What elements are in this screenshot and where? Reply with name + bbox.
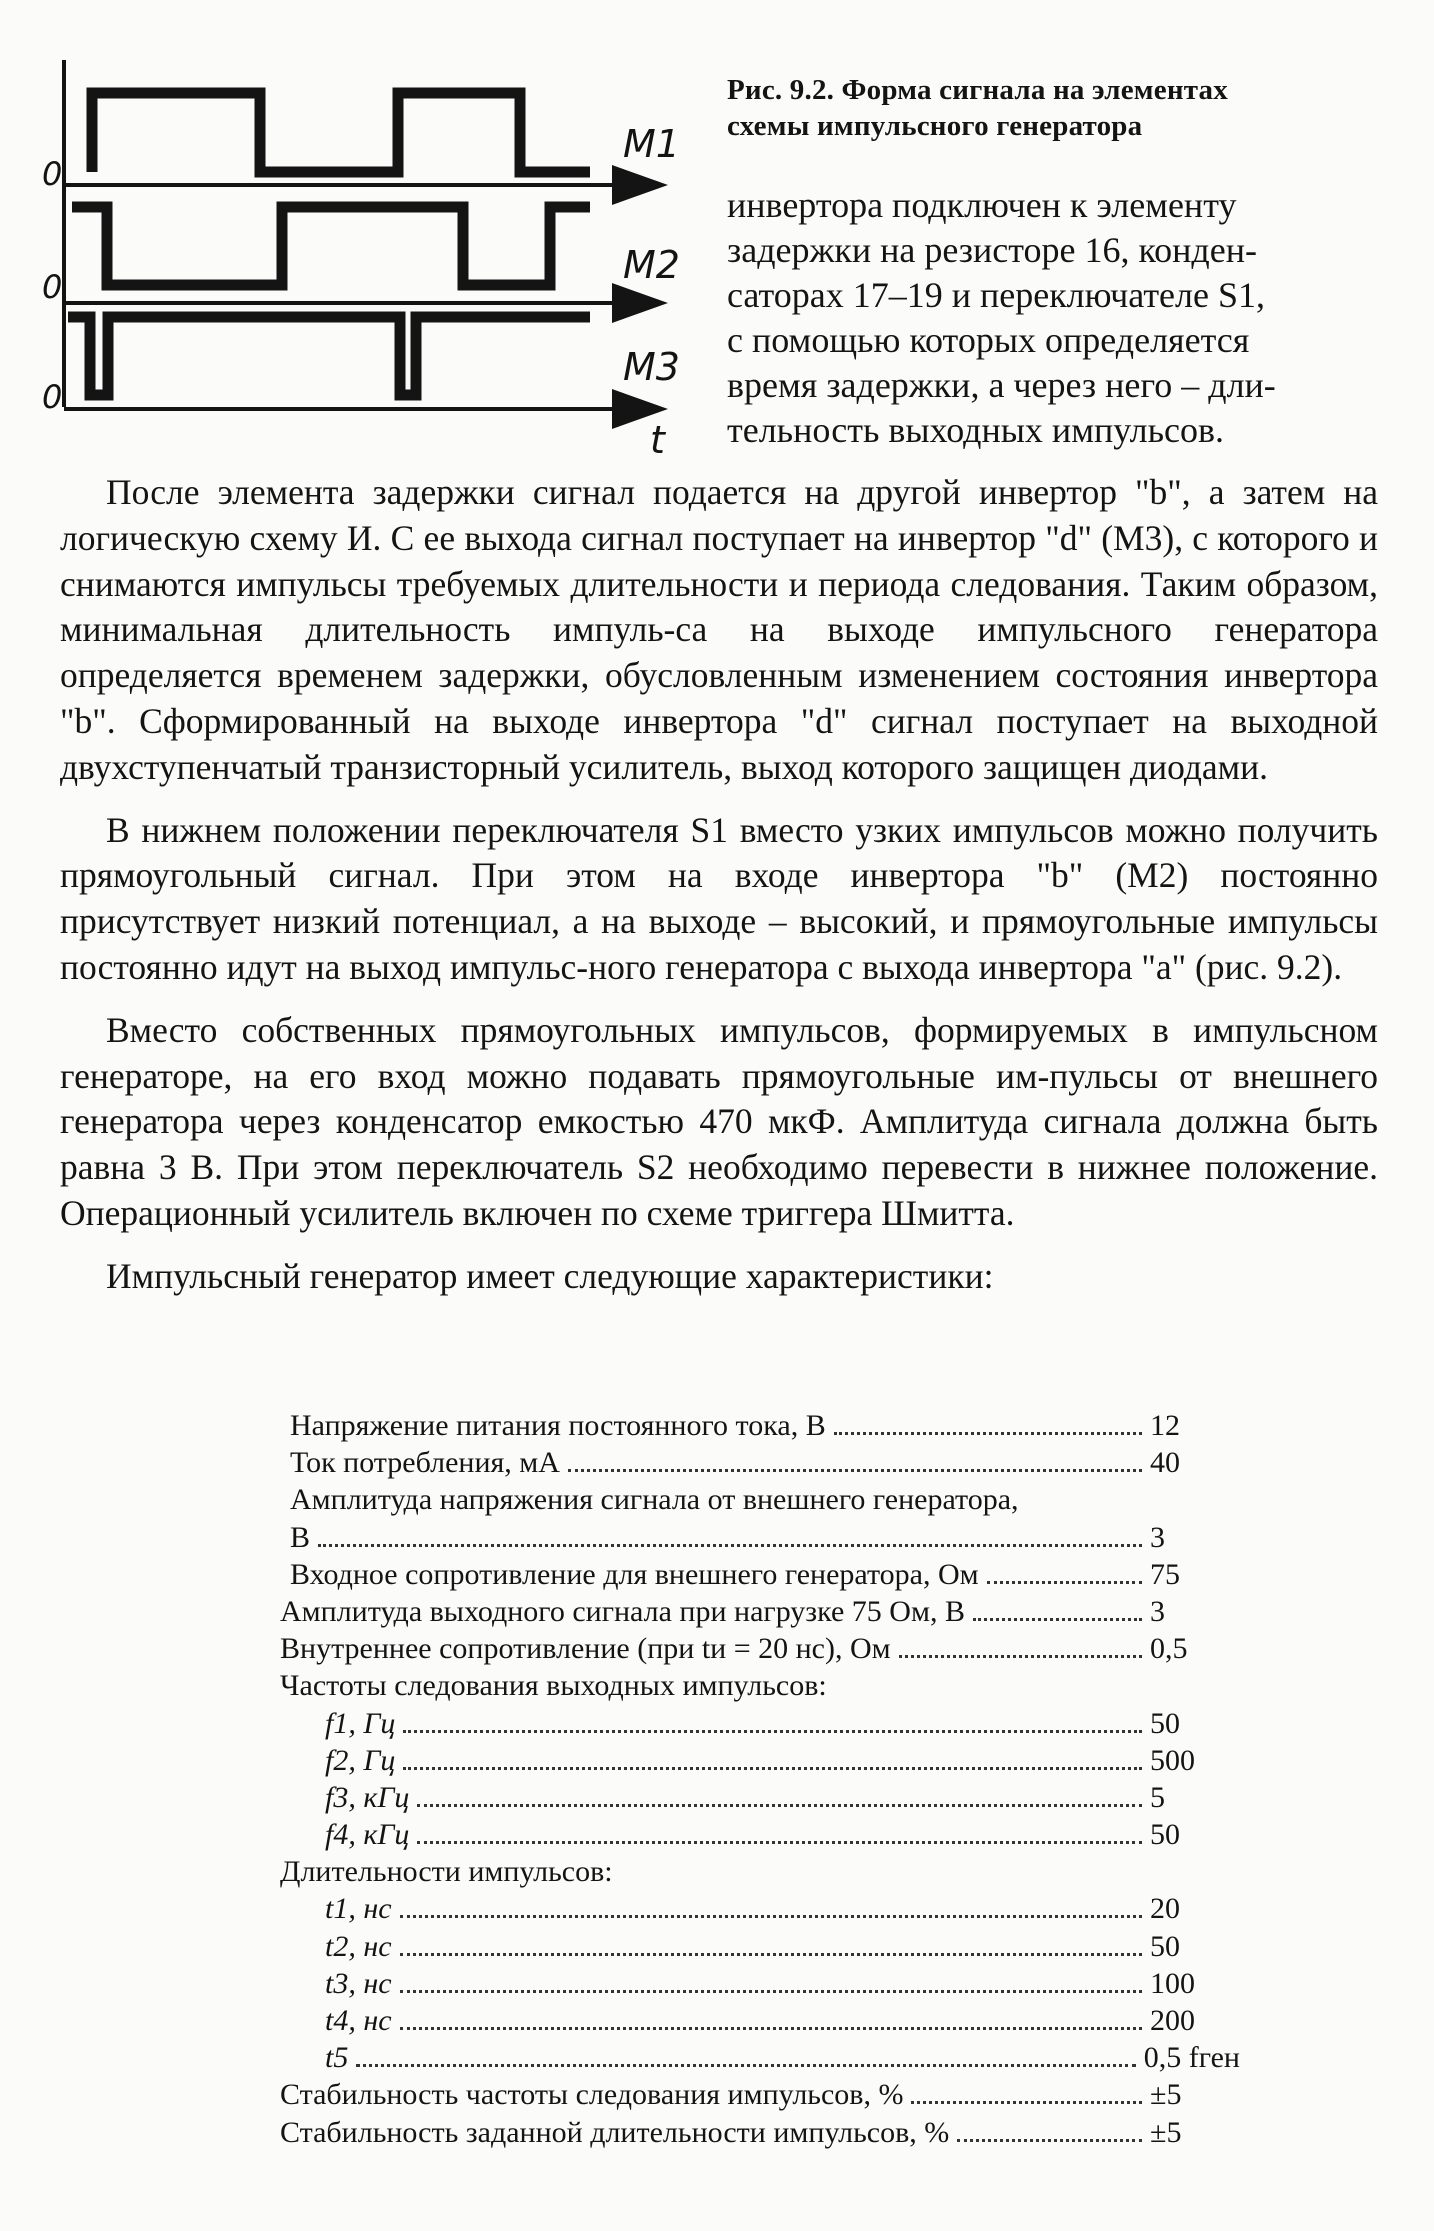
signal-label-m1: M1	[623, 122, 680, 166]
spec-row	[280, 1519, 1240, 1556]
spec-label: Амплитуда напряжения сигнала от внешнего генератора,	[290, 1483, 1019, 1517]
spec-row	[280, 2114, 1240, 2151]
spec-row	[280, 1556, 1240, 1593]
spec-row	[280, 1928, 1240, 1965]
spec-row	[280, 1407, 1240, 1444]
zero-label-m2: 0	[42, 268, 63, 306]
spec-label: Напряжение питания постоянного тока, В	[290, 1409, 826, 1442]
spec-value: 50	[1150, 1929, 1180, 1963]
spec-value: 5	[1150, 1780, 1165, 1814]
spec-row	[280, 2076, 1240, 2113]
spec-label: t5	[325, 2041, 349, 2075]
spec-row	[280, 2039, 1240, 2076]
waveform-m3	[68, 317, 590, 395]
spec-label: Внутреннее сопротивление (при tи = 20 нс), Ом	[280, 1632, 891, 1666]
spec-label: Частоты следования выходных импульсов:	[280, 1669, 827, 1703]
paragraph-delay-element: После элемента задержки сигнал подается на другой инвертор "b", а затем на логическую схему И. С ее выхода сигнал поступает на инвертор "d" (M3), с которого и снимаются импульсы требуемых длительности и периода следования. Таким образом, минимальная длительность импуль-са на выходе импульсного генератора определяется временем задержки, обусловленным изменением состояния инвертора "b". Сформированный на выходе инвертора "d" сигнал поступает на выходной двухступенчатый транзисторный усилитель, выход которого защищен диодами.	[60, 472, 1378, 787]
paragraph-switch-s1: В нижнем положении переключателя S1 вместо узких импульсов можно получить прямоугольный сигнал. При этом на входе инвертора "b" (M2) постоянно присутствует низкий потенциал, а на выходе – высокий, и прямоугольные импульсы постоянно идут на выход импульс-ного генератора с выхода инвертора "a" (рис. 9.2).	[60, 809, 1378, 987]
spec-value: 3	[1150, 1594, 1165, 1628]
text-line: с помощью которых определяется	[727, 320, 1250, 360]
spec-label: Амплитуда выходного сигнала при нагрузке 75 Ом, В	[280, 1594, 965, 1628]
zero-label-m1: 0	[42, 155, 63, 193]
spec-value: ±5	[1150, 2078, 1182, 2112]
waveform-figure	[42, 55, 690, 462]
spec-label: Ток потребления, мА	[290, 1446, 560, 1480]
text-line: время задержки, а через него – дли-	[727, 365, 1276, 405]
spec-row	[280, 1779, 1240, 1816]
text-line: саторах 17–19 и переключателе S1,	[727, 275, 1265, 315]
spec-label: t2, нс	[325, 1929, 392, 1963]
signal-label-m3: M3	[623, 345, 680, 389]
spec-value: 0,5	[1150, 1632, 1188, 1666]
caption-line: Рис. 9.2. Форма сигнала на элементах	[727, 74, 1228, 106]
waveform-m2	[72, 207, 590, 285]
spec-label: f4, кГц	[325, 1818, 410, 1852]
spec-value: 200	[1150, 2004, 1195, 2037]
text-line: тельность выходных импульсов.	[727, 410, 1225, 450]
signal-label-m2: M2	[623, 243, 680, 287]
spec-value: 3	[1150, 1520, 1165, 1554]
spec-row	[280, 1742, 1240, 1779]
paragraph-external-generator: Вместо собственных прямоугольных импульсов, формируемых в импульсном генераторе, на его вход можно подавать прямоугольные им-пульсы от внешнего генератора через конденсатор емкостью 470 мкФ. Амплитуда сигнала должна быть равна 3 В. При этом переключатель S2 необходимо перевести в нижнее положение. Операционный усилитель включен по схеме триггера Шмитта.	[60, 1009, 1378, 1233]
spec-label: В	[290, 1520, 311, 1554]
spec-value: 100	[1150, 1966, 1195, 2000]
side-paragraph	[727, 183, 1375, 453]
spec-list	[280, 1407, 1240, 2151]
body-text	[60, 470, 1378, 1317]
spec-value: 500	[1150, 1743, 1195, 1777]
spec-value: 50	[1150, 1818, 1180, 1852]
spec-label: Длительности импульсов:	[280, 1855, 613, 1889]
spec-row	[280, 1965, 1240, 2002]
time-axis-label: t	[650, 418, 665, 462]
spec-row	[280, 1816, 1240, 1853]
spec-value: 50	[1150, 1706, 1180, 1740]
spec-label: t3, нс	[325, 1966, 392, 2000]
spec-value: 40	[1150, 1446, 1180, 1480]
text-line: инвертора подключен к элементу	[727, 185, 1237, 225]
spec-value: 75	[1150, 1557, 1180, 1591]
spec-value: ±5	[1150, 2115, 1182, 2149]
text-line: задержки на резисторе 16, конден-	[727, 230, 1257, 270]
spec-row	[280, 1593, 1240, 1630]
spec-label: Стабильность частоты следования импульсов, %	[280, 2078, 904, 2112]
paragraph-specs-intro: Импульсный генератор имеет следующие характеристики:	[106, 1255, 994, 1296]
spec-value: 12	[1150, 1409, 1180, 1442]
spec-value: 0,5 fген	[1143, 2041, 1240, 2075]
spec-row	[280, 1705, 1240, 1742]
spec-label: f2, Гц	[325, 1743, 396, 1777]
figure-caption	[727, 72, 1387, 144]
spec-row	[280, 1481, 1240, 1518]
spec-label: f1, Гц	[325, 1706, 396, 1740]
spec-row	[280, 1667, 1240, 1704]
spec-row	[280, 1853, 1240, 1890]
spec-row	[280, 1630, 1240, 1667]
spec-label: t4, нс	[325, 2004, 392, 2037]
spec-label: t1, нс	[325, 1892, 392, 1926]
caption-line: схемы импульсного генератора	[727, 110, 1143, 142]
spec-row	[280, 1890, 1240, 1927]
spec-label: f3, кГц	[325, 1780, 410, 1814]
spec-row	[280, 2002, 1240, 2039]
spec-row	[280, 1444, 1240, 1481]
spec-value: 20	[1150, 1892, 1180, 1926]
zero-label-m3: 0	[42, 378, 63, 416]
spec-label: Входное сопротивление для внешнего генератора, Ом	[290, 1557, 979, 1591]
waveform-m1	[92, 93, 590, 172]
spec-label: Стабильность заданной длительности импульсов, %	[280, 2115, 950, 2149]
